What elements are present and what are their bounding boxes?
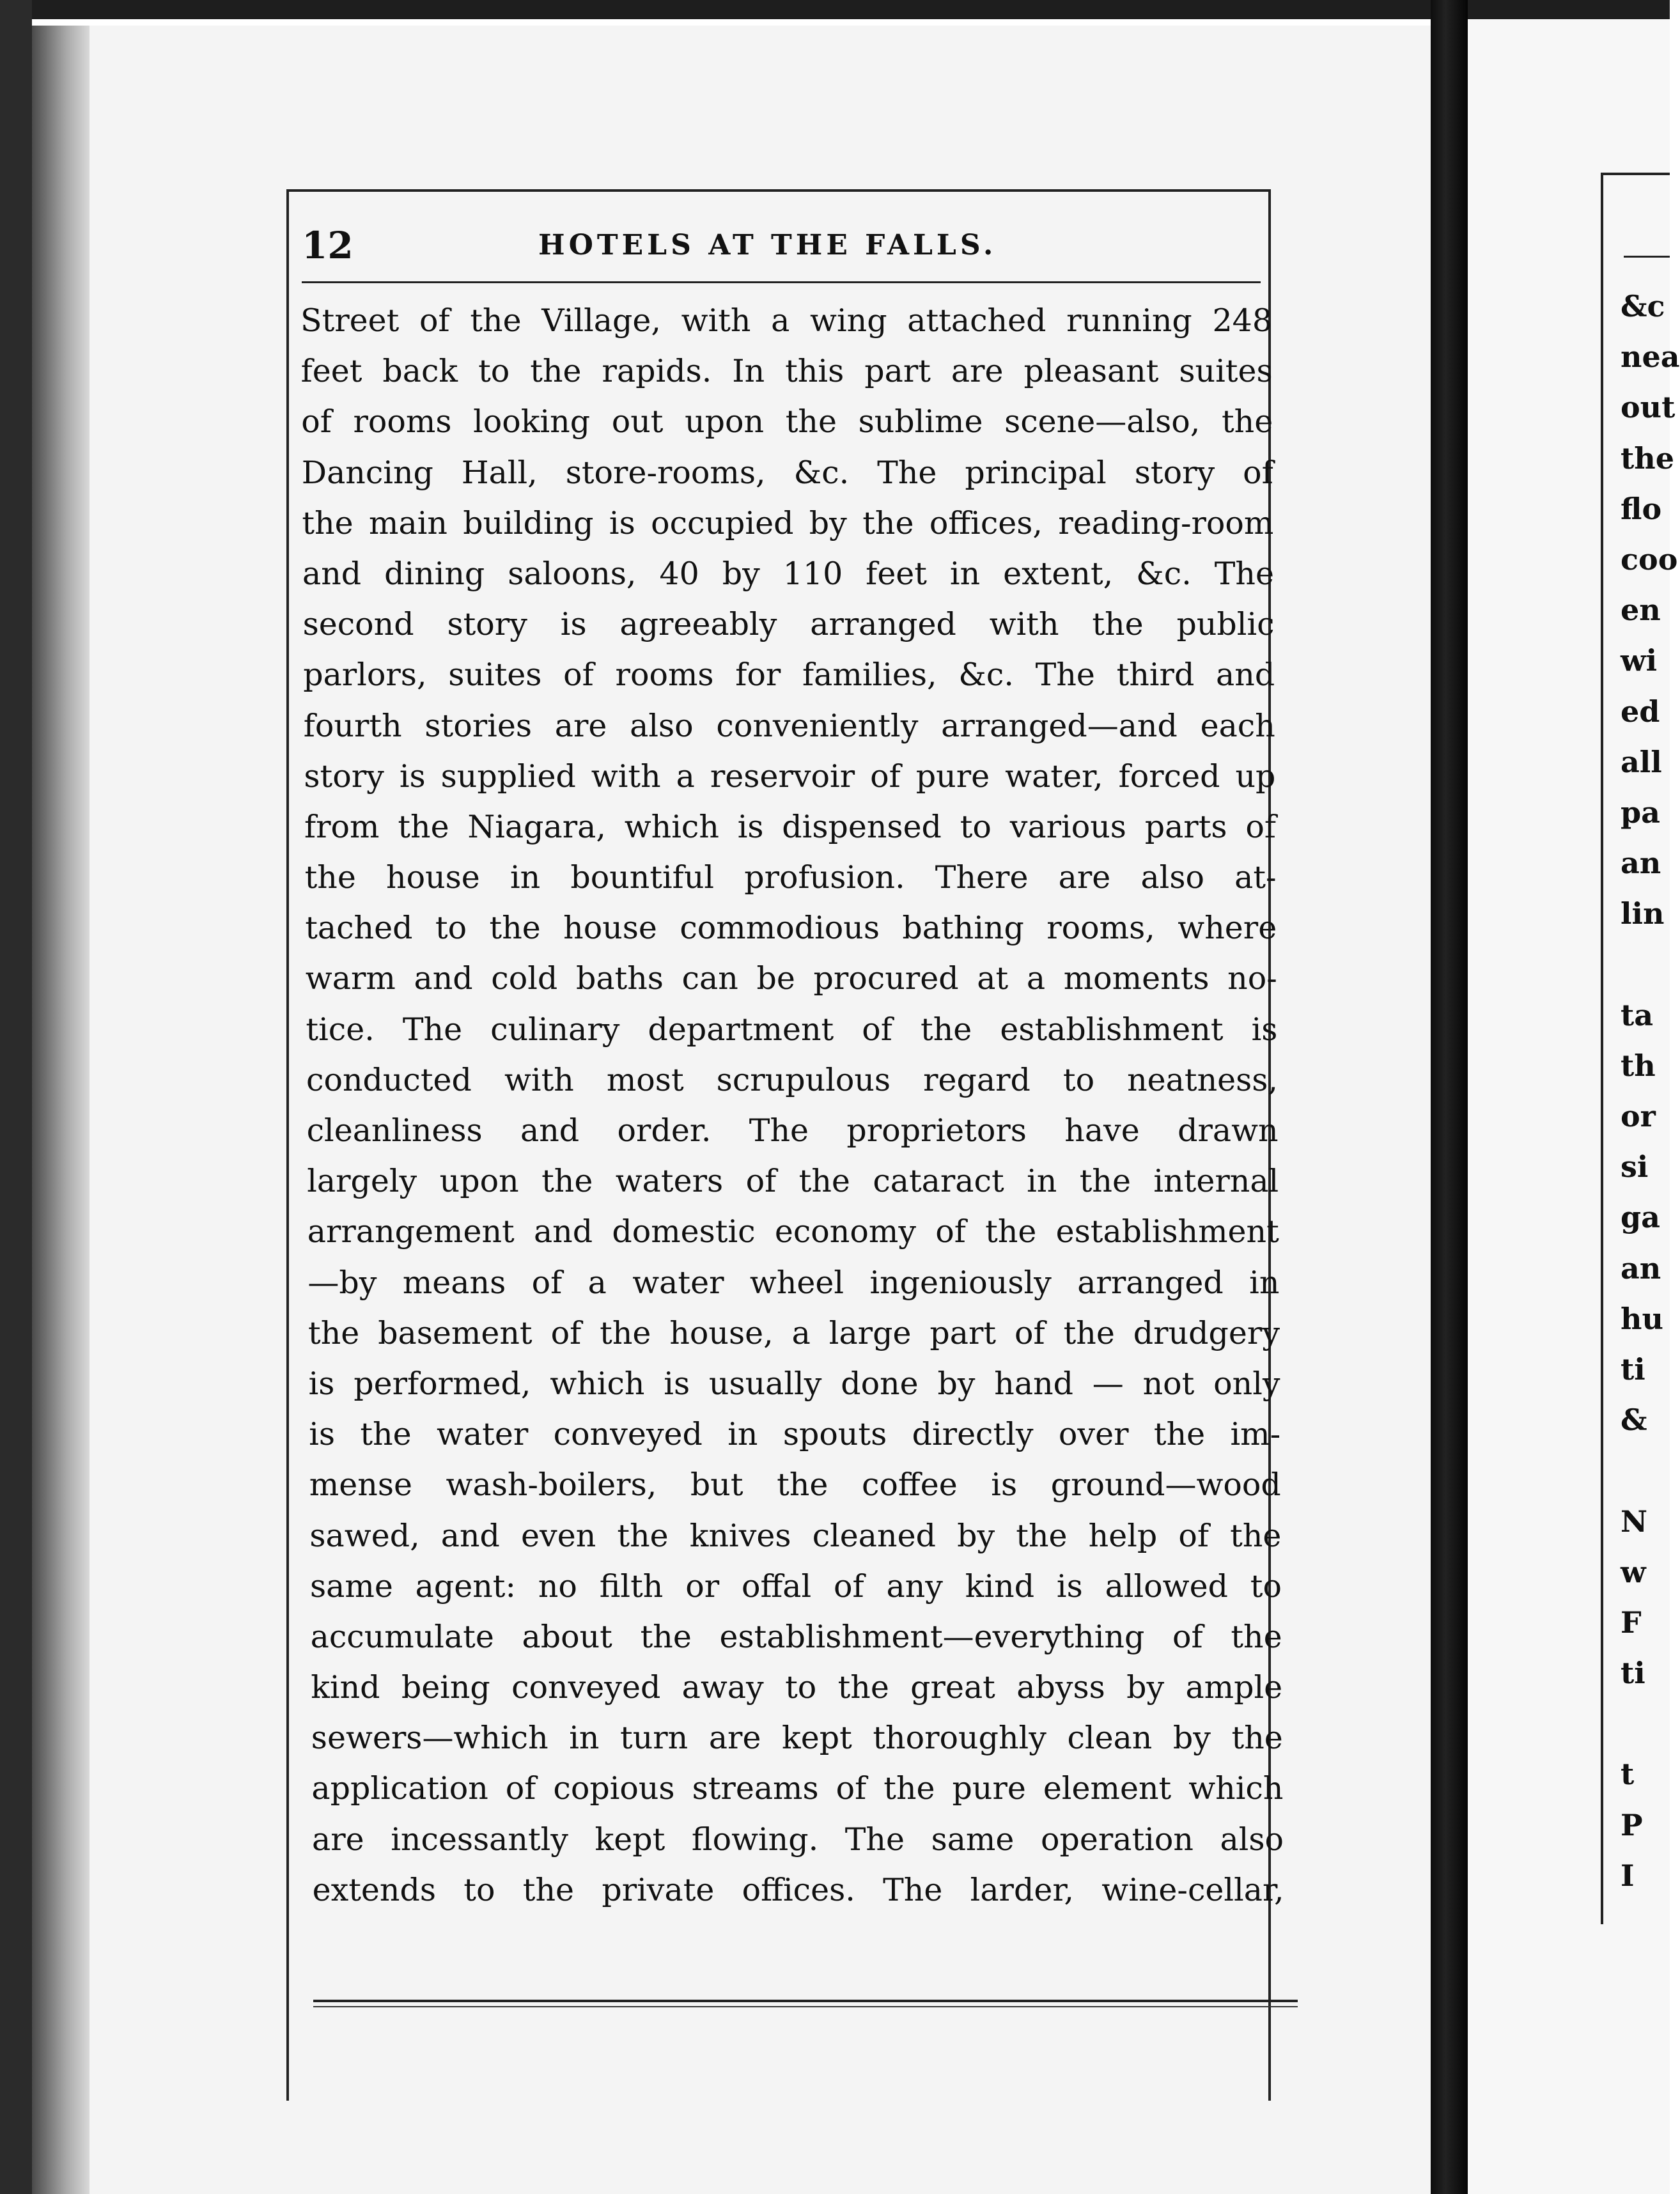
facing-page-fragment: out <box>1621 390 1676 425</box>
facing-page-fragment: ti <box>1621 1656 1645 1691</box>
facing-page-fragment <box>1621 1445 1670 1496</box>
text-line: story is supplied with a reservoir of pure water, forced up <box>304 758 1276 795</box>
text-line: largely upon the waters of the cataract in the internal <box>307 1163 1279 1200</box>
facing-page-fragment: ti <box>1621 1351 1645 1387</box>
facing-page-frame-edge <box>1601 173 1603 1924</box>
head-rule <box>302 281 1261 283</box>
facing-page-fragment: w <box>1621 1554 1646 1589</box>
running-head <box>302 224 1261 275</box>
text-line: sewers—which in turn are kept thoroughly clean by the <box>311 1720 1283 1757</box>
text-line: kind being conveyed away to the great abyss by ample <box>311 1669 1283 1706</box>
text-line: the main building is occupied by the offices, reading-room <box>302 504 1274 541</box>
facing-page-fragment: the <box>1621 440 1674 476</box>
text-line: extends to the private offices. The larder, wine-cellar, <box>312 1871 1284 1908</box>
facing-page-fragment: coo <box>1621 541 1678 577</box>
body-text <box>300 295 1284 1915</box>
text-line: Dancing Hall, store-rooms, &c. The principal story of <box>301 454 1273 491</box>
text-line: parlors, suites of rooms for families, &c. The third and <box>303 657 1275 694</box>
text-line: from the Niagara, which is dispensed to various parts of <box>304 808 1276 845</box>
text-line: accumulate about the establishment—everything of the <box>310 1618 1282 1655</box>
text-line: warm and cold baths can be procured at a moments no- <box>305 960 1277 997</box>
text-line: conducted with most scrupulous regard to neatness, <box>306 1061 1278 1098</box>
text-line: of rooms looking out upon the sublime scene—also, the <box>301 403 1273 440</box>
facing-page-fragment: ed <box>1621 694 1660 729</box>
facing-page-fragment: t <box>1621 1757 1635 1792</box>
text-line: and dining saloons, 40 by 110 feet in extent, &c. The <box>302 555 1274 592</box>
facing-page-fragment: N <box>1621 1504 1648 1539</box>
text-line: second story is agreeably arranged with the public <box>302 606 1275 643</box>
facing-page-fragment: F <box>1621 1605 1642 1640</box>
facing-page-text <box>1621 281 1680 1901</box>
facing-page-fragment: si <box>1621 1149 1649 1185</box>
bottom-rule-thin <box>313 2006 1298 2007</box>
facing-page-fragment: an <box>1621 1250 1661 1286</box>
facing-page-fragment: flo <box>1621 491 1662 526</box>
facing-page-fragment: hu <box>1621 1301 1663 1336</box>
facing-page-fragment: lin <box>1621 896 1665 931</box>
text-line: Street of the Village, with a wing attached running 248 <box>300 302 1272 339</box>
scan-left-edge <box>0 0 32 2194</box>
facing-page-fragment: I <box>1621 1858 1635 1893</box>
facing-page-fragment: or <box>1621 1099 1656 1133</box>
text-line: cleanliness and order. The proprietors have drawn <box>306 1112 1279 1149</box>
text-line: feet back to the rapids. In this part are pleasant suites <box>300 353 1273 390</box>
facing-page-fragment: nea <box>1621 339 1680 375</box>
text-line: sawed, and even the knives cleaned by the help of the <box>309 1517 1282 1554</box>
facing-page-fragment: an <box>1621 846 1661 881</box>
text-line: arrangement and domestic economy of the establishment <box>307 1213 1279 1250</box>
page-number: 12 <box>302 224 354 267</box>
text-line: application of copious streams of the pure element which <box>311 1770 1284 1807</box>
text-line: the house in bountiful profusion. There are also at- <box>304 859 1277 896</box>
text-line: fourth stories are also conveniently arranged—and each <box>303 707 1275 744</box>
text-line: is performed, which is usually done by hand — not only <box>308 1365 1280 1402</box>
text-line: tached to the house commodious bathing rooms, where <box>305 910 1277 947</box>
facing-page-fragment <box>1621 1699 1670 1749</box>
facing-page-fragment: & <box>1621 1403 1647 1438</box>
scan-top-edge <box>0 0 1670 19</box>
facing-page-rule <box>1601 173 1670 175</box>
running-title: HOTELS AT THE FALLS. <box>538 229 997 261</box>
text-line: is the water conveyed in spouts directly over the im- <box>309 1416 1281 1453</box>
text-line: are incessantly kept flowing. The same operation also <box>312 1821 1284 1858</box>
facing-page-fragment: th <box>1621 1048 1656 1083</box>
facing-page-fragment: &c <box>1621 289 1665 323</box>
facing-page-fragment: ta <box>1621 997 1654 1032</box>
facing-page-fragment: P <box>1621 1807 1643 1842</box>
facing-page-head-rule <box>1624 256 1670 258</box>
facing-page-fragment: wi <box>1621 643 1658 678</box>
text-line: mense wash-boilers, but the coffee is ground—wood <box>309 1467 1281 1504</box>
page-stack-edge <box>32 26 89 2194</box>
text-line: same agent: no filth or offal of any kind is allowed to <box>310 1568 1282 1605</box>
bottom-rule <box>313 2000 1298 2002</box>
text-line: —by means of a water wheel ingeniously arranged in <box>307 1264 1280 1301</box>
text-line: tice. The culinary department of the establishment is <box>306 1011 1278 1048</box>
facing-page-fragment: pa <box>1621 795 1660 830</box>
facing-page-fragment: all <box>1621 744 1662 779</box>
book-gutter <box>1431 0 1468 2194</box>
facing-page-fragment: ga <box>1621 1200 1660 1235</box>
facing-page-fragment: en <box>1621 593 1661 628</box>
text-line: the basement of the house, a large part of the drudgery <box>308 1314 1280 1351</box>
facing-page-fragment <box>1621 939 1670 990</box>
